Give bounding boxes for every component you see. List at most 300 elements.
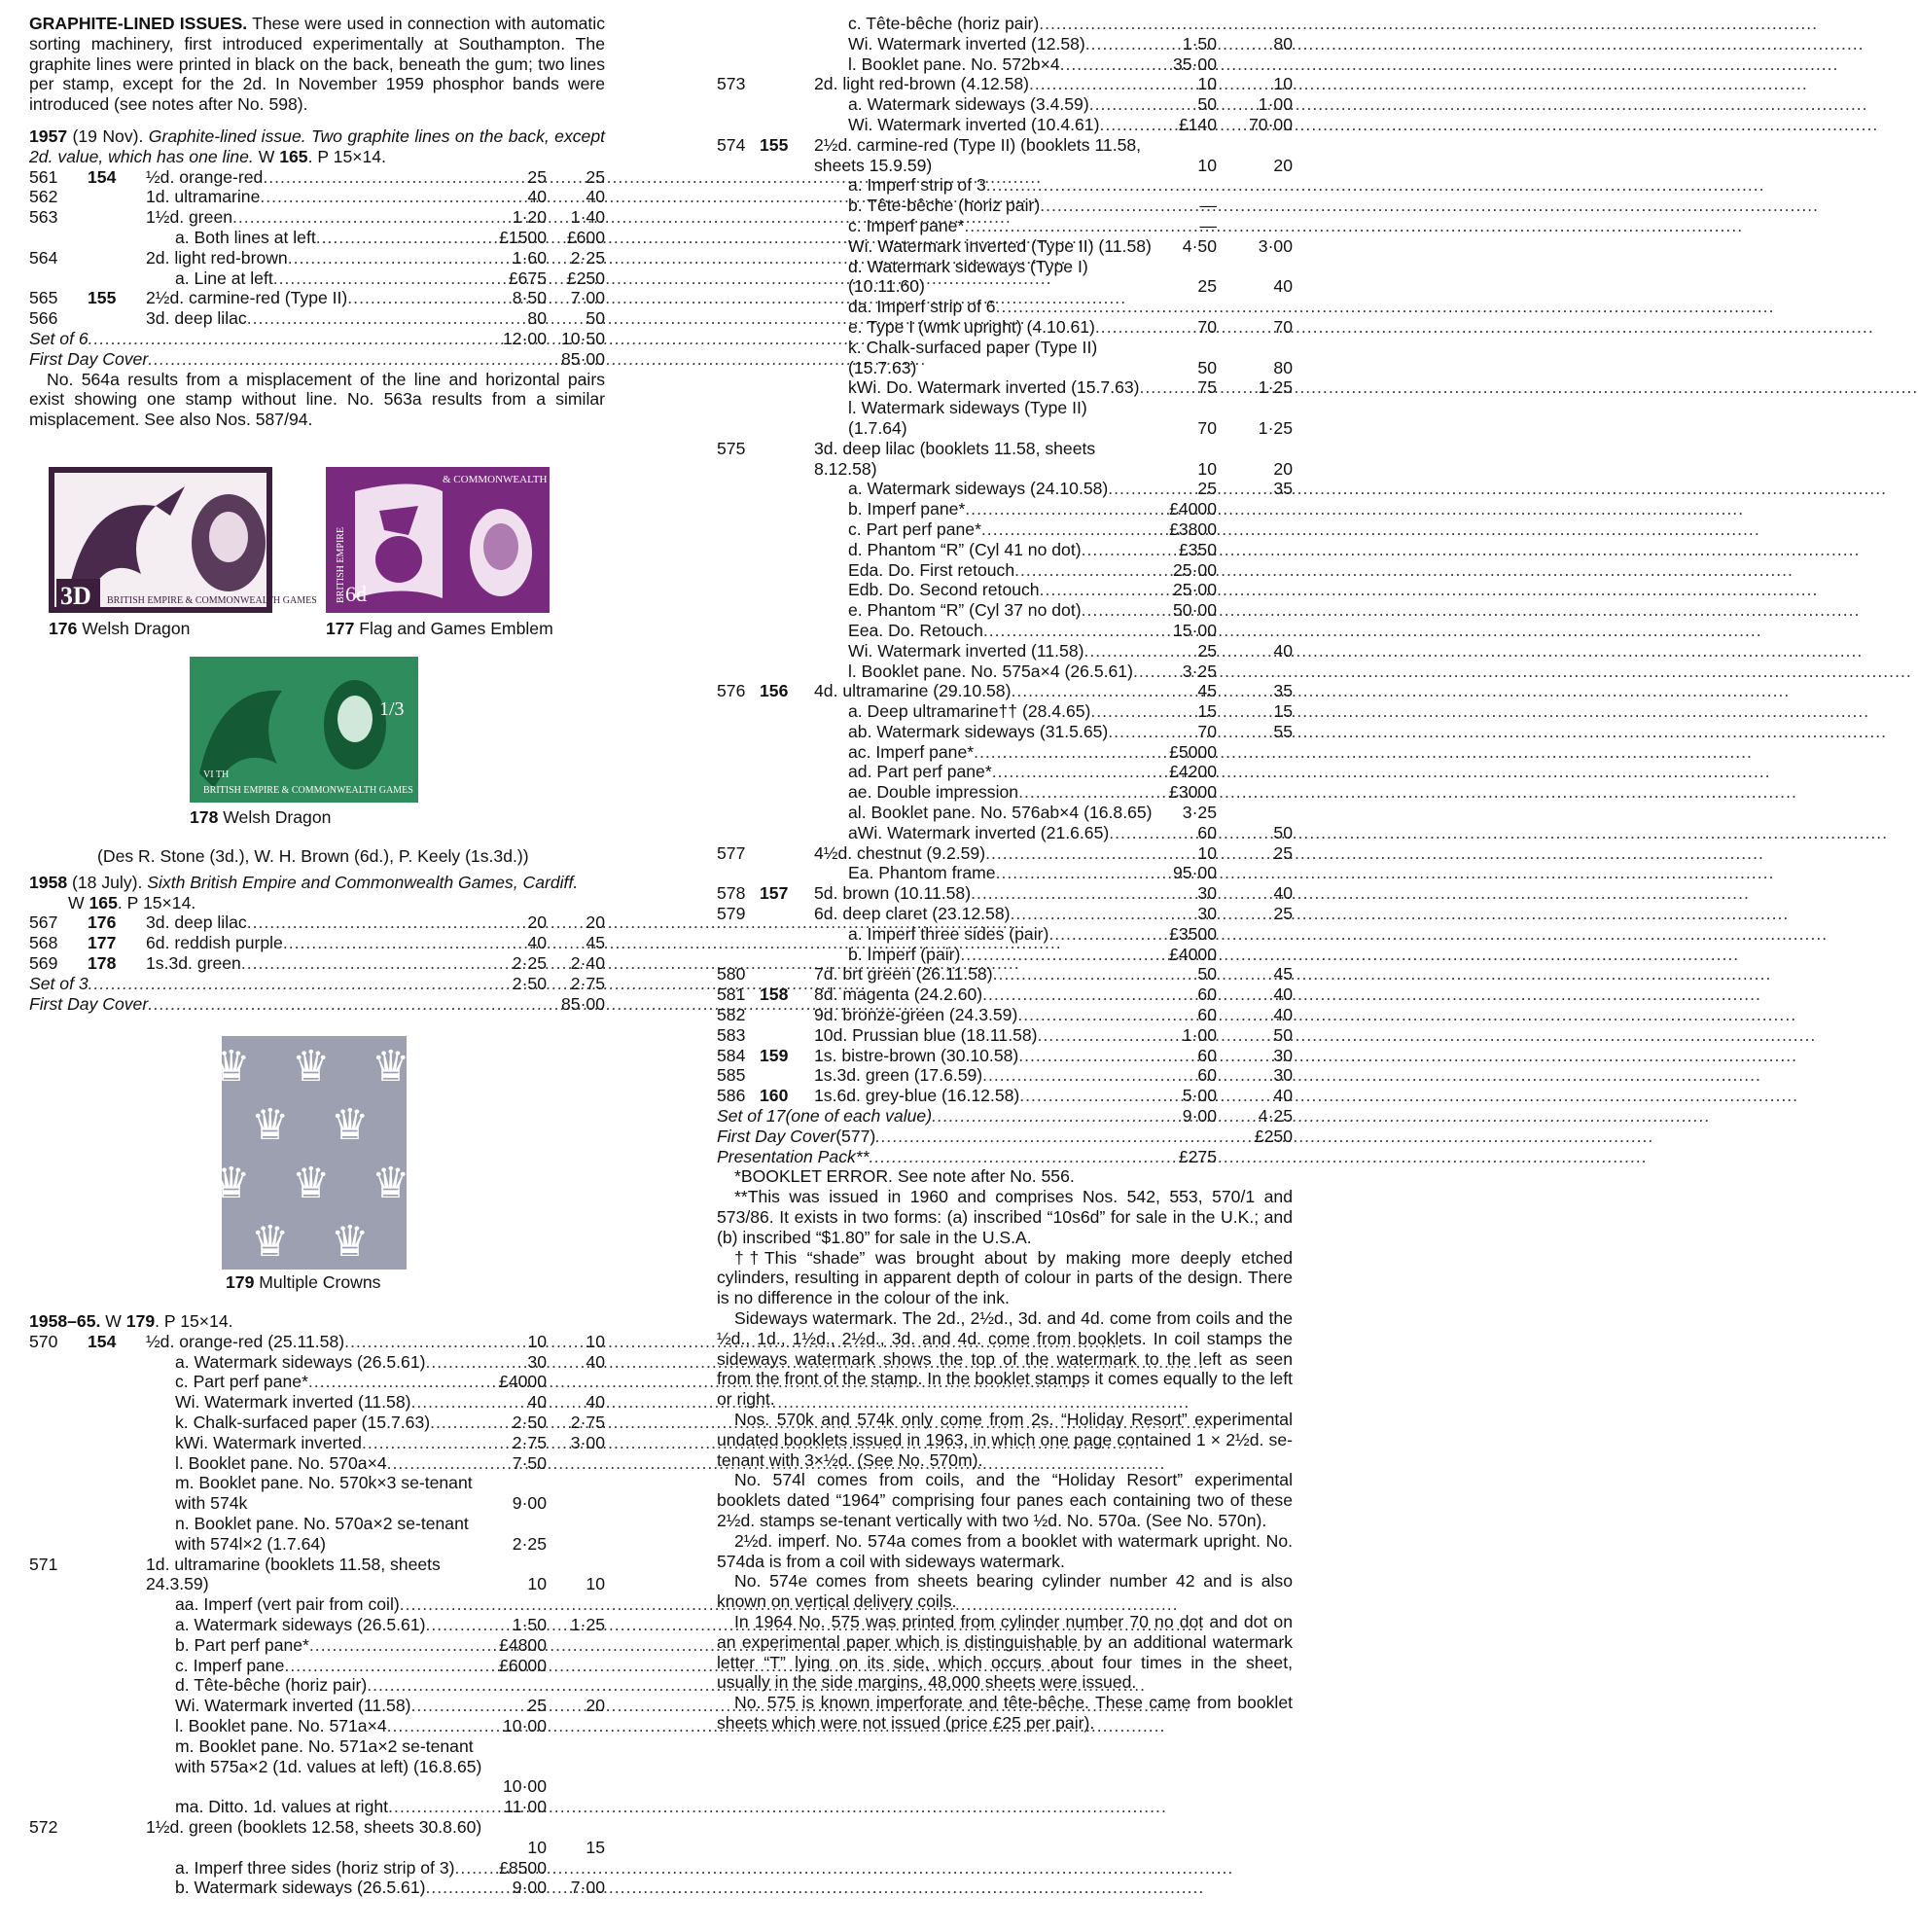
table-row	[717, 621, 1293, 641]
description: Wi. Watermark inverted (11.58) .....	[848, 641, 1147, 662]
catalogue-number: 586	[717, 1086, 746, 1106]
description: ac. Imperf pane* .....	[848, 742, 1147, 763]
description: e. Type I (wmk upright) (4.10.61) .....	[848, 317, 1147, 338]
watermark-179-multiple-crowns	[212, 1036, 410, 1270]
catalogue-number: 581	[717, 984, 746, 1005]
price-used: 80	[1273, 33, 1293, 54]
description: 3d. deep lilac (booklets 11.58, sheets 8.12.58)	[814, 438, 1096, 479]
description: m. Booklet pane. No. 570k×3 se-tenant with 574k	[175, 1473, 473, 1514]
stamp-178-welsh-dragon	[190, 657, 418, 803]
stamp-inscription: BRITISH EMPIRE & COMMONWEALTH GAMES	[107, 595, 317, 606]
catalogue-number: 580	[717, 964, 746, 984]
price-used: 1·25	[570, 1614, 605, 1634]
catalogue-number: 562	[29, 187, 58, 207]
table-row	[29, 228, 605, 248]
price-used: 1·40	[570, 207, 605, 228]
description: l. Booklet pane. No. 572b×4 .....	[848, 54, 1147, 75]
description: a. Watermark sideways (24.10.58) .....	[848, 479, 1147, 499]
table-row	[717, 499, 1293, 519]
description: 2d. light red-brown .....	[146, 248, 492, 268]
price-unused: 30	[1197, 883, 1217, 904]
table-row	[29, 187, 605, 207]
description: ½d. orange-red .....	[146, 167, 492, 188]
description: 1½d. green (booklets 12.58, sheets 30.8.60)	[146, 1816, 482, 1837]
table-row	[717, 540, 1293, 560]
table-row	[717, 398, 1293, 439]
left-column-3	[29, 1311, 605, 1898]
table-row	[29, 268, 605, 289]
caption-179: 179 Multiple Crowns	[226, 1272, 381, 1292]
price-unused: 95·00	[1173, 863, 1217, 883]
description: b. Watermark sideways (26.5.61) .....	[175, 1878, 492, 1898]
price-unused: 15	[1197, 701, 1217, 722]
price-used: 1·00	[1258, 94, 1293, 115]
description: Wi. Watermark inverted (Type II) (11.58)	[848, 235, 1152, 256]
crown-icon: ♛	[292, 1160, 331, 1207]
price-unused: £350	[1178, 539, 1217, 559]
table-row	[29, 1858, 605, 1878]
set-total-row-3: Set of 17 (one of each value) ..... 9·00 4·25	[717, 1106, 1293, 1127]
crown-icon: ♛	[212, 1160, 251, 1207]
price-used: 7·00	[570, 1878, 605, 1898]
table-row	[717, 1086, 1293, 1106]
price-used: 80	[1273, 357, 1293, 377]
table-row	[29, 1656, 605, 1676]
price-used: 1·25	[1258, 417, 1293, 438]
catalogue-number: 577	[717, 842, 746, 863]
table-row	[717, 74, 1293, 94]
description: d. Watermark sideways (Type I) (10.11.60)	[848, 256, 1088, 297]
price-used: 2·40	[570, 952, 605, 973]
price-unused: 35·00	[1173, 54, 1217, 74]
crown-icon: ♛	[251, 1218, 290, 1266]
price-unused: 40	[527, 933, 547, 953]
price-unused: 7·50	[512, 1452, 547, 1473]
description: 2½d. carmine-red (Type II) (booklets 11.58, sheets 15.9.59)	[814, 134, 1142, 175]
price-unused: £140	[1178, 114, 1217, 134]
svg-text:6d: 6d	[345, 582, 367, 606]
price-unused: £4800	[499, 1634, 547, 1655]
price-unused: 25·00	[1173, 559, 1217, 580]
catalogue-number: 573	[717, 74, 746, 94]
design-number: 160	[760, 1086, 789, 1106]
price-used: 20	[1273, 458, 1293, 479]
caption-176: 176 Welsh Dragon	[49, 619, 191, 638]
table-row	[717, 196, 1293, 216]
table-row	[717, 94, 1293, 115]
table-row	[717, 297, 1293, 317]
price-used: 45	[1273, 964, 1293, 984]
footnote: In 1964 No. 575 was printed from cylinder number 70 no dot and dot on an experimental paper which is distinguishable by an additional watermark letter “T” lying on its side, which occurs about four times in the sheet, usually in the side margins, 48,000 sheets were issued.	[717, 1611, 1293, 1693]
table-row	[717, 681, 1293, 701]
price-unused: 30	[527, 1351, 547, 1372]
description: 3d. deep lilac .....	[146, 308, 492, 329]
design-number: 155	[760, 134, 789, 155]
price-unused: 1·00	[1182, 1024, 1217, 1045]
table-row	[717, 803, 1293, 823]
price-unused: £6000	[499, 1655, 547, 1675]
table-row	[717, 1065, 1293, 1086]
price-used: 50	[1273, 822, 1293, 842]
price-unused: 5·00	[1182, 1086, 1217, 1106]
table-row	[717, 115, 1293, 135]
price-unused: 60	[1197, 1005, 1217, 1025]
graphite-intro: GRAPHITE-LINED ISSUES. These were used in connection with automatic sorting machinery, first introduced experimentally at Southampton. The graphite lines were printed in black on the back, beneath the gum; two lines per stamp, except for the 2d. In November 1959 phosphor bands were introduced (see notes after No. 598).	[29, 14, 605, 115]
description: 1d. ultramarine (booklets 11.58, sheets 24.3.59)	[146, 1554, 441, 1594]
price-used: 50	[586, 308, 605, 329]
description: 9d. bronze-green (24.3.59) .....	[814, 1005, 1147, 1025]
table-row	[717, 317, 1293, 338]
table-row	[29, 248, 605, 268]
catalogue-number: 574	[717, 134, 746, 155]
price-unused: 10	[527, 1331, 547, 1351]
price-used: 3·00	[1258, 235, 1293, 256]
table-row	[717, 964, 1293, 984]
price-used: 30	[1273, 1045, 1293, 1065]
price-unused: 60	[1197, 822, 1217, 842]
table-row	[717, 560, 1293, 581]
table-row	[717, 175, 1293, 196]
catalogue-number: 576	[717, 681, 746, 701]
price-unused: 9·00	[512, 1878, 547, 1898]
footnote: Nos. 570k and 574k only come from 2s. “Holiday Resort” experimental undated booklets issued in 1963, in which one page contained 1 × 2½d. se-tenant with 3×½d. (See No. 570m).	[717, 1409, 1293, 1470]
issue-1958-header: 1958 (18 July). Sixth British Empire and Commonwealth Games, Cardiff. W 165. P 15×14.	[29, 872, 579, 912]
table-row	[717, 236, 1293, 257]
catalogue-number: 572	[29, 1816, 58, 1837]
table-row	[717, 216, 1293, 236]
dragon-stamp-image	[49, 467, 317, 613]
description: 4½d. chestnut (9.2.59) .....	[814, 843, 1147, 864]
description: ad. Part perf pane* .....	[848, 762, 1147, 782]
price-used: 15	[586, 1837, 605, 1857]
footnote: Sideways watermark. The 2d., 2½d., 3d. and 4d. come from coils and the ½d., 1d., 1½d., 2½d., 3d. and 4d. come from booklets. In coil stamps the sideways watermark shows the top of the watermark to the left as seen from the front of the stamp. In the booklet stamps it comes equally to the left or right.	[717, 1308, 1293, 1410]
price-used: 70	[1273, 316, 1293, 337]
note-564a: No. 564a results from a misplacement of the line and horizontal pairs exist showing one stamp without line. No. 563a results from a similar misplacement. See also Nos. 587/94.	[29, 369, 605, 430]
table-continued	[717, 14, 1293, 1106]
table-row	[29, 1635, 605, 1656]
price-unused: 1·50	[512, 1614, 547, 1634]
price-unused: 25	[1197, 640, 1217, 661]
table-row	[29, 1736, 605, 1797]
price-unused: £3000	[1169, 782, 1217, 803]
svg-text:3D: 3D	[60, 582, 91, 610]
price-unused: 10	[1197, 842, 1217, 863]
description: c. Imperf pane .....	[175, 1656, 492, 1676]
table-row	[717, 641, 1293, 662]
table-row	[29, 1716, 605, 1736]
caption-177: 177 Flag and Games Emblem	[326, 619, 553, 638]
description: Ea. Phantom frame .....	[848, 863, 1147, 883]
price-used: 40	[1273, 1086, 1293, 1106]
issue-1958-65-header: 1958–65. W 179. P 15×14.	[29, 1311, 233, 1331]
price-unused: 50	[1197, 964, 1217, 984]
svg-text:1/3: 1/3	[379, 698, 405, 720]
description: aWi. Watermark inverted (21.6.65) .....	[848, 823, 1147, 843]
set-total-row-2: Set of 3 ..... 2·50 2·75	[29, 974, 605, 994]
price-used: 35	[1273, 479, 1293, 499]
design-number: 157	[760, 883, 789, 904]
price-unused: 70	[1197, 721, 1217, 741]
price-unused: 10·00	[503, 1715, 547, 1735]
description: Edb. Do. Second retouch .....	[848, 580, 1147, 600]
table-row	[29, 308, 605, 329]
table-row	[29, 1392, 605, 1413]
price-unused: £4200	[1169, 762, 1217, 782]
table-row	[29, 1594, 605, 1615]
footnote: ††This “shade” was brought about by making more deeply etched cylinders, resulting in apparent depth of colour in parts of the design. There is no difference in the colour of the ink.	[717, 1247, 1293, 1308]
table-row	[717, 945, 1293, 965]
price-used: 50	[1273, 1024, 1293, 1045]
table-row	[717, 883, 1293, 904]
stamp-176-welsh-dragon	[49, 467, 317, 613]
price-used: 40	[1273, 883, 1293, 904]
description: 7d. brt green (26.11.58) .....	[814, 964, 1147, 984]
table-row	[29, 953, 605, 974]
table-row	[29, 1878, 605, 1898]
description: 1s.3d. green .....	[146, 953, 492, 974]
set-total-row: Set of 6 ..... 12·00 10·50	[29, 329, 605, 349]
table-row	[29, 1473, 605, 1514]
description: k. Chalk-surfaced paper (15.7.63) .....	[175, 1413, 492, 1433]
price-unused: 1·20	[512, 207, 547, 228]
price-used: 40	[586, 1351, 605, 1372]
price-unused: £4000	[1169, 944, 1217, 964]
green-dragon-stamp-image	[190, 657, 418, 803]
table-row	[29, 167, 605, 188]
table-row	[717, 34, 1293, 54]
price-unused: £8500	[499, 1857, 547, 1878]
right-column	[717, 14, 1293, 1734]
description: ae. Double impression .....	[848, 782, 1147, 803]
footnote: No. 575 is known imperforate and tête-bêche. These came from booklet sheets which were not issued (price £25 per pair).	[717, 1693, 1293, 1733]
stamp-177-flag-emblem	[326, 467, 587, 613]
catalogue-number: 585	[717, 1065, 746, 1086]
catalogue-number: 575	[717, 438, 746, 458]
price-unused: £3500	[1169, 923, 1217, 944]
description: n. Booklet pane. No. 570a×2 se-tenant with 574l×2 (1.7.64)	[175, 1513, 469, 1554]
crown-icon: ♛	[251, 1101, 290, 1149]
price-used: 25	[1273, 904, 1293, 924]
price-unused: 40	[527, 1392, 547, 1413]
table-row	[29, 1696, 605, 1716]
catalogue-number: 579	[717, 904, 746, 924]
price-used: 20	[586, 912, 605, 933]
table-row	[29, 1615, 605, 1635]
catalogue-number: 569	[29, 952, 58, 973]
catalogue-number: 565	[29, 288, 58, 308]
price-unused: 2·50	[512, 1412, 547, 1432]
price-unused: 4·50	[1182, 235, 1217, 256]
price-unused: 50	[1197, 94, 1217, 115]
price-unused: 80	[527, 308, 547, 329]
price-used: 2·75	[570, 1412, 605, 1432]
design-number: 154	[88, 166, 117, 187]
price-unused: 9·00	[512, 1493, 547, 1514]
caption-178: 178 Welsh Dragon	[190, 807, 332, 827]
description: 2½d. carmine-red (Type II) .....	[146, 288, 492, 308]
left-column	[29, 14, 605, 430]
table-row	[717, 135, 1293, 176]
left-column-2	[29, 846, 605, 1014]
table-row	[717, 722, 1293, 742]
description: ma. Ditto. 1d. values at right .....	[175, 1797, 492, 1817]
price-used: £600	[566, 227, 605, 247]
price-unused: 30	[1197, 904, 1217, 924]
description: e. Phantom “R” (Cyl 37 no dot) .....	[848, 600, 1147, 621]
stamp-inscription-1: VI TH	[203, 769, 230, 780]
table-row	[717, 701, 1293, 722]
catalogue-number: 567	[29, 912, 58, 933]
fdc-row-2: First Day Cover ..... 85·00	[29, 994, 605, 1015]
description: k. Chalk-surfaced paper (Type II) (15.7.63)	[848, 337, 1098, 377]
fdc-row: First Day Cover ..... 85·00	[29, 349, 605, 370]
table-row	[29, 1675, 605, 1696]
design-number: 176	[88, 912, 117, 933]
footnote: No. 574l comes from coils, and the “Holiday Resort” experimental booklets dated “1964” comprising four panes each containing two of these 2½d. stamps se-tenant vertically with two ½d. No. 570a. (See No. 570n).	[717, 1470, 1293, 1530]
price-unused: 70	[1197, 417, 1217, 438]
description: Eda. Do. First retouch .....	[848, 560, 1147, 581]
price-used: 40	[1273, 640, 1293, 661]
table-row	[29, 1555, 605, 1595]
table-row	[717, 14, 1293, 34]
price-unused: 2·25	[512, 1533, 547, 1554]
table-row	[717, 823, 1293, 843]
price-unused: 1·50	[1182, 33, 1217, 54]
catalogue-number: 584	[717, 1045, 746, 1065]
table-row	[29, 207, 605, 228]
crown-icon: ♛	[331, 1101, 370, 1149]
price-unused: 25	[527, 166, 547, 187]
table-row	[717, 1046, 1293, 1066]
description: a. Watermark sideways (3.4.59) .....	[848, 94, 1147, 115]
price-unused: 10	[527, 1574, 547, 1594]
price-unused: £675	[508, 268, 547, 288]
table-row	[717, 580, 1293, 600]
description: b. Imperf pane* .....	[848, 499, 1147, 519]
description: ab. Watermark sideways (31.5.65) .....	[848, 722, 1147, 742]
price-unused: —	[1199, 196, 1217, 216]
footnote: *BOOKLET ERROR. See note after No. 556.	[734, 1166, 1075, 1187]
table-row	[717, 924, 1293, 945]
table-1958-65	[29, 1332, 605, 1898]
table-row	[29, 1817, 605, 1858]
description: Wi. Watermark inverted (11.58) .....	[175, 1696, 492, 1716]
price-unused: 70	[1197, 316, 1217, 337]
price-unused: 10	[1197, 155, 1217, 175]
catalogue-number: 561	[29, 166, 58, 187]
price-unused: £4000	[499, 1372, 547, 1392]
crown-icon: ♛	[331, 1218, 370, 1266]
price-used: 25	[1273, 842, 1293, 863]
description: kWi. Watermark inverted .....	[175, 1433, 492, 1453]
price-used: 40	[586, 187, 605, 207]
table-row	[717, 662, 1293, 682]
price-used: 45	[586, 933, 605, 953]
description: 6d. deep claret (23.12.58) .....	[814, 904, 1147, 924]
design-number: 154	[88, 1331, 117, 1351]
price-unused: 25	[527, 1696, 547, 1716]
price-used: 2·25	[570, 247, 605, 268]
price-used: 35	[1273, 681, 1293, 701]
description: b. Imperf (pair) .....	[848, 945, 1147, 965]
description: ½d. orange-red (25.11.58) .....	[146, 1332, 492, 1352]
design-number: 159	[760, 1045, 789, 1065]
catalogue-number: 568	[29, 933, 58, 953]
table-row	[717, 479, 1293, 499]
price-used: 70·00	[1249, 114, 1293, 134]
catalogue-number: 570	[29, 1331, 58, 1351]
price-unused: £1500	[499, 227, 547, 247]
description: Eea. Do. Retouch .....	[848, 621, 1147, 641]
table-row	[717, 742, 1293, 763]
price-unused: £3800	[1169, 519, 1217, 539]
price-used: 40	[586, 1392, 605, 1413]
price-unused: 25·00	[1173, 580, 1217, 600]
price-used: 1·25	[1258, 377, 1293, 398]
price-unused: 2·25	[512, 952, 547, 973]
price-unused: 20	[527, 912, 547, 933]
description: a. Watermark sideways (26.5.61) .....	[175, 1352, 492, 1373]
price-used: 7·00	[570, 288, 605, 308]
description: c. Imperf pane* .....	[848, 216, 1147, 236]
design-number: 156	[760, 681, 789, 701]
fdc-row-3: First Day Cover (577) ..... £250	[717, 1127, 1293, 1147]
description: a. Deep ultramarine†† (28.4.65) .....	[848, 701, 1147, 722]
description: a. Both lines at left .....	[175, 228, 492, 248]
description: c. Part perf pane* .....	[848, 519, 1147, 540]
price-used: 3·00	[570, 1432, 605, 1452]
crown-icon: ♛	[292, 1043, 331, 1091]
price-unused: 25	[1197, 276, 1217, 297]
price-used: 55	[1273, 721, 1293, 741]
design-number: 177	[88, 933, 117, 953]
price-unused: 15·00	[1173, 620, 1217, 640]
table-1957	[29, 167, 605, 329]
table-row	[29, 1797, 605, 1817]
description: l. Booklet pane. No. 571a×4 .....	[175, 1716, 492, 1736]
price-used: 40	[1273, 1005, 1293, 1025]
design-number: 158	[760, 984, 789, 1005]
description: 10d. Prussian blue (18.11.58) .....	[814, 1025, 1147, 1046]
catalogue-number: 563	[29, 207, 58, 228]
presentation-pack-row: Presentation Pack** ..... £275	[717, 1147, 1293, 1167]
price-unused: —	[1199, 215, 1217, 235]
price-unused: 10	[1197, 458, 1217, 479]
table-row	[29, 1332, 605, 1352]
table-row	[717, 338, 1293, 378]
table-row	[717, 984, 1293, 1005]
description: c. Tête-bêche (horiz pair) .....	[848, 14, 1147, 34]
price-unused: 60	[1197, 1045, 1217, 1065]
table-row	[717, 1005, 1293, 1025]
description: a. Imperf three sides (horiz strip of 3) .....	[175, 1858, 492, 1878]
price-unused: 45	[1197, 681, 1217, 701]
table-row	[717, 782, 1293, 803]
catalogue-number: 583	[717, 1024, 746, 1045]
table-row	[29, 1413, 605, 1433]
stamp-side-inscription: BRITISH EMPIRE	[336, 526, 346, 603]
table-row	[717, 600, 1293, 621]
price-unused: 50·00	[1173, 600, 1217, 621]
footnote: 2½d. imperf. No. 574a comes from a booklet with watermark upright. No. 574da is from a coil with sideways watermark.	[717, 1530, 1293, 1571]
price-used: 10	[586, 1331, 605, 1351]
price-used: 40	[1273, 984, 1293, 1005]
description: m. Booklet pane. No. 571a×2 se-tenant with 575a×2 (1d. values at left) (16.8.65)	[175, 1735, 482, 1776]
description: al. Booklet pane. No. 576ab×4 (16.8.65)	[848, 803, 1153, 823]
price-used: 20	[1273, 155, 1293, 175]
description: 2d. light red-brown (4.12.58) .....	[814, 74, 1147, 94]
price-used: 40	[1273, 276, 1293, 297]
